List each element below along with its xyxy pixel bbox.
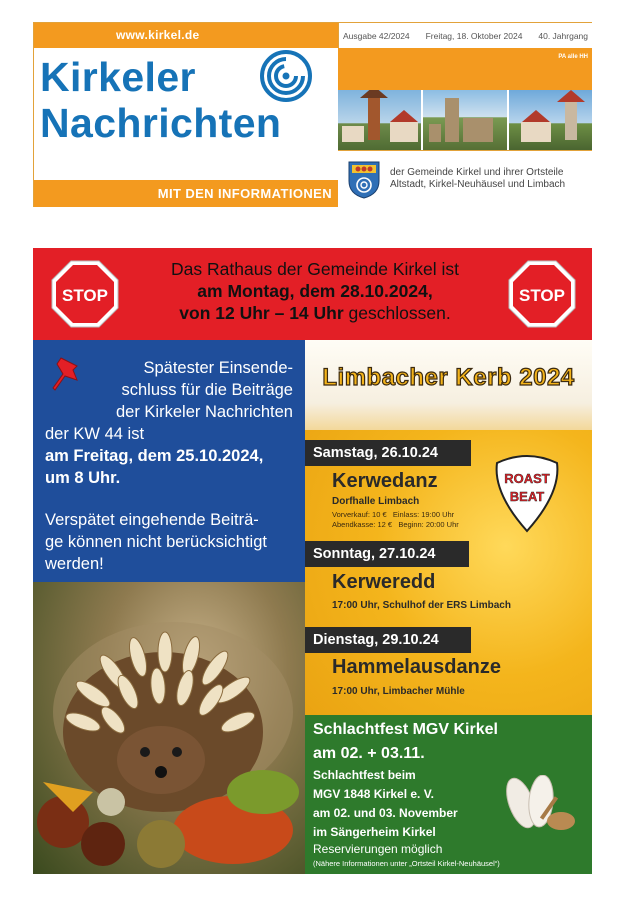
deadline-line-3: der Kirkeler Nachrichten: [116, 403, 293, 421]
photo-castle-ruin: [423, 90, 506, 150]
newspaper-title: [40, 54, 281, 146]
limbacher-kerb-poster: [305, 340, 592, 715]
orange-header-block: [338, 48, 592, 90]
deadline-line-1: Spätester Einsende-: [143, 359, 293, 377]
hedgehog-illustration: [33, 582, 305, 874]
deadline-line-9: werden!: [45, 555, 104, 573]
roast-beat-guitar-pick-icon: [489, 453, 565, 533]
stop-sign-label: STOP: [519, 286, 565, 305]
schlachtfest-box: [305, 715, 592, 874]
stop-sign-icon: [508, 260, 576, 328]
event-1-detail: Dorfhalle Limbach: [332, 496, 420, 507]
event-3-name: Hammelausdanze: [332, 656, 501, 678]
issue-volume: 40. Jahrgang: [538, 30, 588, 41]
badge-line-2: BEAT: [509, 489, 545, 504]
issue-number: Ausgabe 42/2024: [343, 30, 410, 41]
event-2-name: Kerweredd: [332, 571, 436, 593]
schlachtfest-line-5: Reservierungen möglich: [313, 842, 443, 856]
pushpin-icon: [47, 354, 91, 398]
town-hall-closure-banner: [33, 248, 592, 340]
badge-line-1: ROAST: [504, 471, 550, 486]
municipality-block: [338, 150, 592, 207]
event-1-name: Kerwedanz: [332, 470, 438, 492]
spiral-logo-icon: [260, 50, 312, 102]
schlachtfest-line-4: im Sängerheim Kirkel: [313, 825, 436, 839]
deadline-line-8: ge können nicht berücksichtigt: [45, 533, 267, 551]
deadline-line-7: Verspätet eingehende Beiträ-: [45, 511, 259, 529]
stop-sign-icon: [51, 260, 119, 328]
issue-info-bar: [338, 23, 592, 48]
submission-deadline-box: [33, 340, 305, 582]
postal-note: PA alle HH: [558, 54, 588, 60]
masthead: [33, 22, 592, 207]
deadline-line-4: der KW 44 ist: [45, 425, 145, 443]
municipality-line-2: Altstadt, Kirkel-Neuhäusel und Limbach: [390, 179, 566, 190]
white-sausage-icon: [491, 775, 585, 839]
title-line-2: Nachrichten: [40, 100, 282, 146]
event-1-date: Samstag, 26.10.24: [305, 440, 471, 466]
box-office-price: Abendkasse: 12 € Beginn: 20:00 Uhr: [332, 520, 459, 529]
stop-sign-label: STOP: [62, 286, 108, 305]
schlachtfest-line-2: MGV 1848 Kirkel e. V.: [313, 787, 434, 801]
village-photo-strip: [338, 90, 592, 150]
closure-text: [138, 258, 492, 324]
event-2-date: Sonntag, 27.10.24: [305, 541, 469, 567]
kerb-title: Limbacher Kerb 2024: [322, 364, 575, 391]
closure-line-1: Das Rathaus der Gemeinde Kirkel ist: [171, 259, 459, 279]
subtitle-bar: MIT DEN INFORMATIONEN: [34, 180, 338, 207]
schlachtfest-note: (Nähere Informationen unter „Ortsteil Kirkel-Neuhäusel“): [313, 859, 500, 868]
schlachtfest-line-3: am 02. und 03. November: [313, 806, 458, 820]
event-3-detail: 17:00 Uhr, Limbacher Mühle: [332, 686, 465, 697]
event-1-prices: [332, 510, 459, 530]
brand-block: [34, 48, 338, 180]
presale-price: Vorverkauf: 10 € Einlass: 19:00 Uhr: [332, 510, 455, 519]
deadline-line-5: am Freitag, dem 25.10.2024,: [45, 447, 264, 465]
schlachtfest-dates: am 02. + 03.11.: [313, 745, 425, 762]
deadline-line-6: um 8 Uhr.: [45, 469, 121, 487]
issue-date: Freitag, 18. Oktober 2024: [425, 30, 523, 41]
website-url[interactable]: www.kirkel.de: [34, 23, 338, 48]
title-line-1: Kirkeler: [40, 54, 196, 100]
schlachtfest-title: Schlachtfest MGV Kirkel: [313, 721, 498, 738]
photo-church-town: [338, 90, 421, 150]
coat-of-arms-icon: [348, 161, 380, 199]
event-3-date: Dienstag, 29.10.24: [305, 627, 471, 653]
municipality-text: [390, 167, 565, 191]
municipality-line-1: der Gemeinde Kirkel und ihrer Ortsteile: [390, 167, 564, 178]
closure-line-3: von 12 Uhr – 14 Uhr geschlossen.: [179, 303, 451, 323]
event-2-detail: 17:00 Uhr, Schulhof der ERS Limbach: [332, 600, 511, 611]
autumn-hedgehog-photo: [33, 582, 305, 874]
schlachtfest-line-1: Schlachtfest beim: [313, 768, 416, 782]
photo-village-church: [509, 90, 592, 150]
closure-line-2: am Montag, dem 28.10.2024,: [197, 281, 433, 301]
deadline-line-2: schluss für die Beiträge: [121, 381, 293, 399]
